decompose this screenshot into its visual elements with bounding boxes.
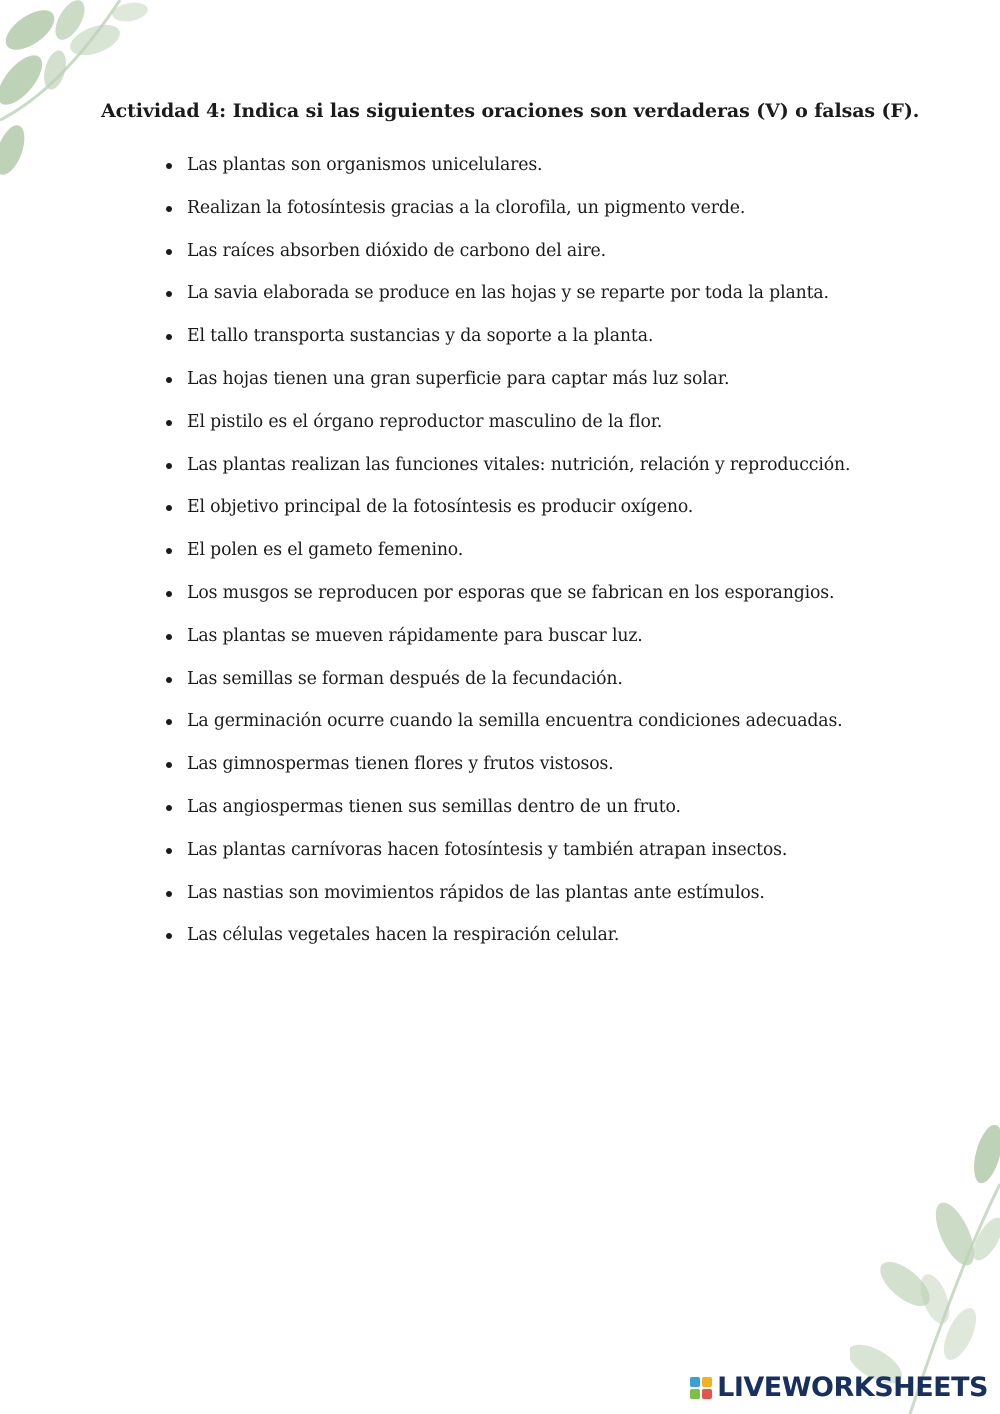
- list-item: Las angiospermas tienen sus semillas dentro de un fruto.: [164, 793, 850, 836]
- list-item: Las plantas son organismos unicelulares.: [164, 151, 850, 194]
- liveworksheets-wordmark: LIVEWORKSHEETS: [717, 1372, 988, 1403]
- list-item: Las plantas realizan las funciones vitales: nutrición, relación y reproducción.: [164, 451, 850, 494]
- list-item: El tallo transporta sustancias y da soporte a la planta.: [164, 322, 850, 365]
- list-item: Las nastias son movimientos rápidos de las plantas ante estímulos.: [164, 879, 850, 922]
- list-item: Realizan la fotosíntesis gracias a la clorofila, un pigmento verde.: [164, 194, 850, 237]
- list-item: Los musgos se reproducen por esporas que se fabrican en los esporangios.: [164, 579, 850, 622]
- statement-list: [164, 151, 850, 964]
- list-item: El pistilo es el órgano reproductor masculino de la flor.: [164, 408, 850, 451]
- leaf-branch-icon: [850, 1124, 1000, 1414]
- list-item: Las plantas carnívoras hacen fotosíntesis y también atrapan insectos.: [164, 836, 850, 879]
- list-item: Las semillas se forman después de la fecundación.: [164, 665, 850, 708]
- list-item: Las células vegetales hacen la respiración celular.: [164, 921, 850, 964]
- list-item: Las raíces absorben dióxido de carbono del aire.: [164, 237, 850, 280]
- list-item: Las plantas se mueven rápidamente para buscar luz.: [164, 622, 850, 665]
- list-item: La savia elaborada se produce en las hojas y se reparte por toda la planta.: [164, 279, 850, 322]
- list-item: La germinación ocurre cuando la semilla encuentra condiciones adecuadas.: [164, 707, 850, 750]
- list-item: El objetivo principal de la fotosíntesis es producir oxígeno.: [164, 493, 850, 536]
- liveworksheets-logo-icon: [689, 1376, 713, 1400]
- activity-title: Actividad 4: Indica si las siguientes oraciones son verdaderas (V) o falsas (F).: [101, 100, 920, 122]
- list-item: Las gimnospermas tienen flores y frutos vistosos.: [164, 750, 850, 793]
- list-item: El polen es el gameto femenino.: [164, 536, 850, 579]
- liveworksheets-brand: [689, 1372, 988, 1403]
- list-item: Las hojas tienen una gran superficie para captar más luz solar.: [164, 365, 850, 408]
